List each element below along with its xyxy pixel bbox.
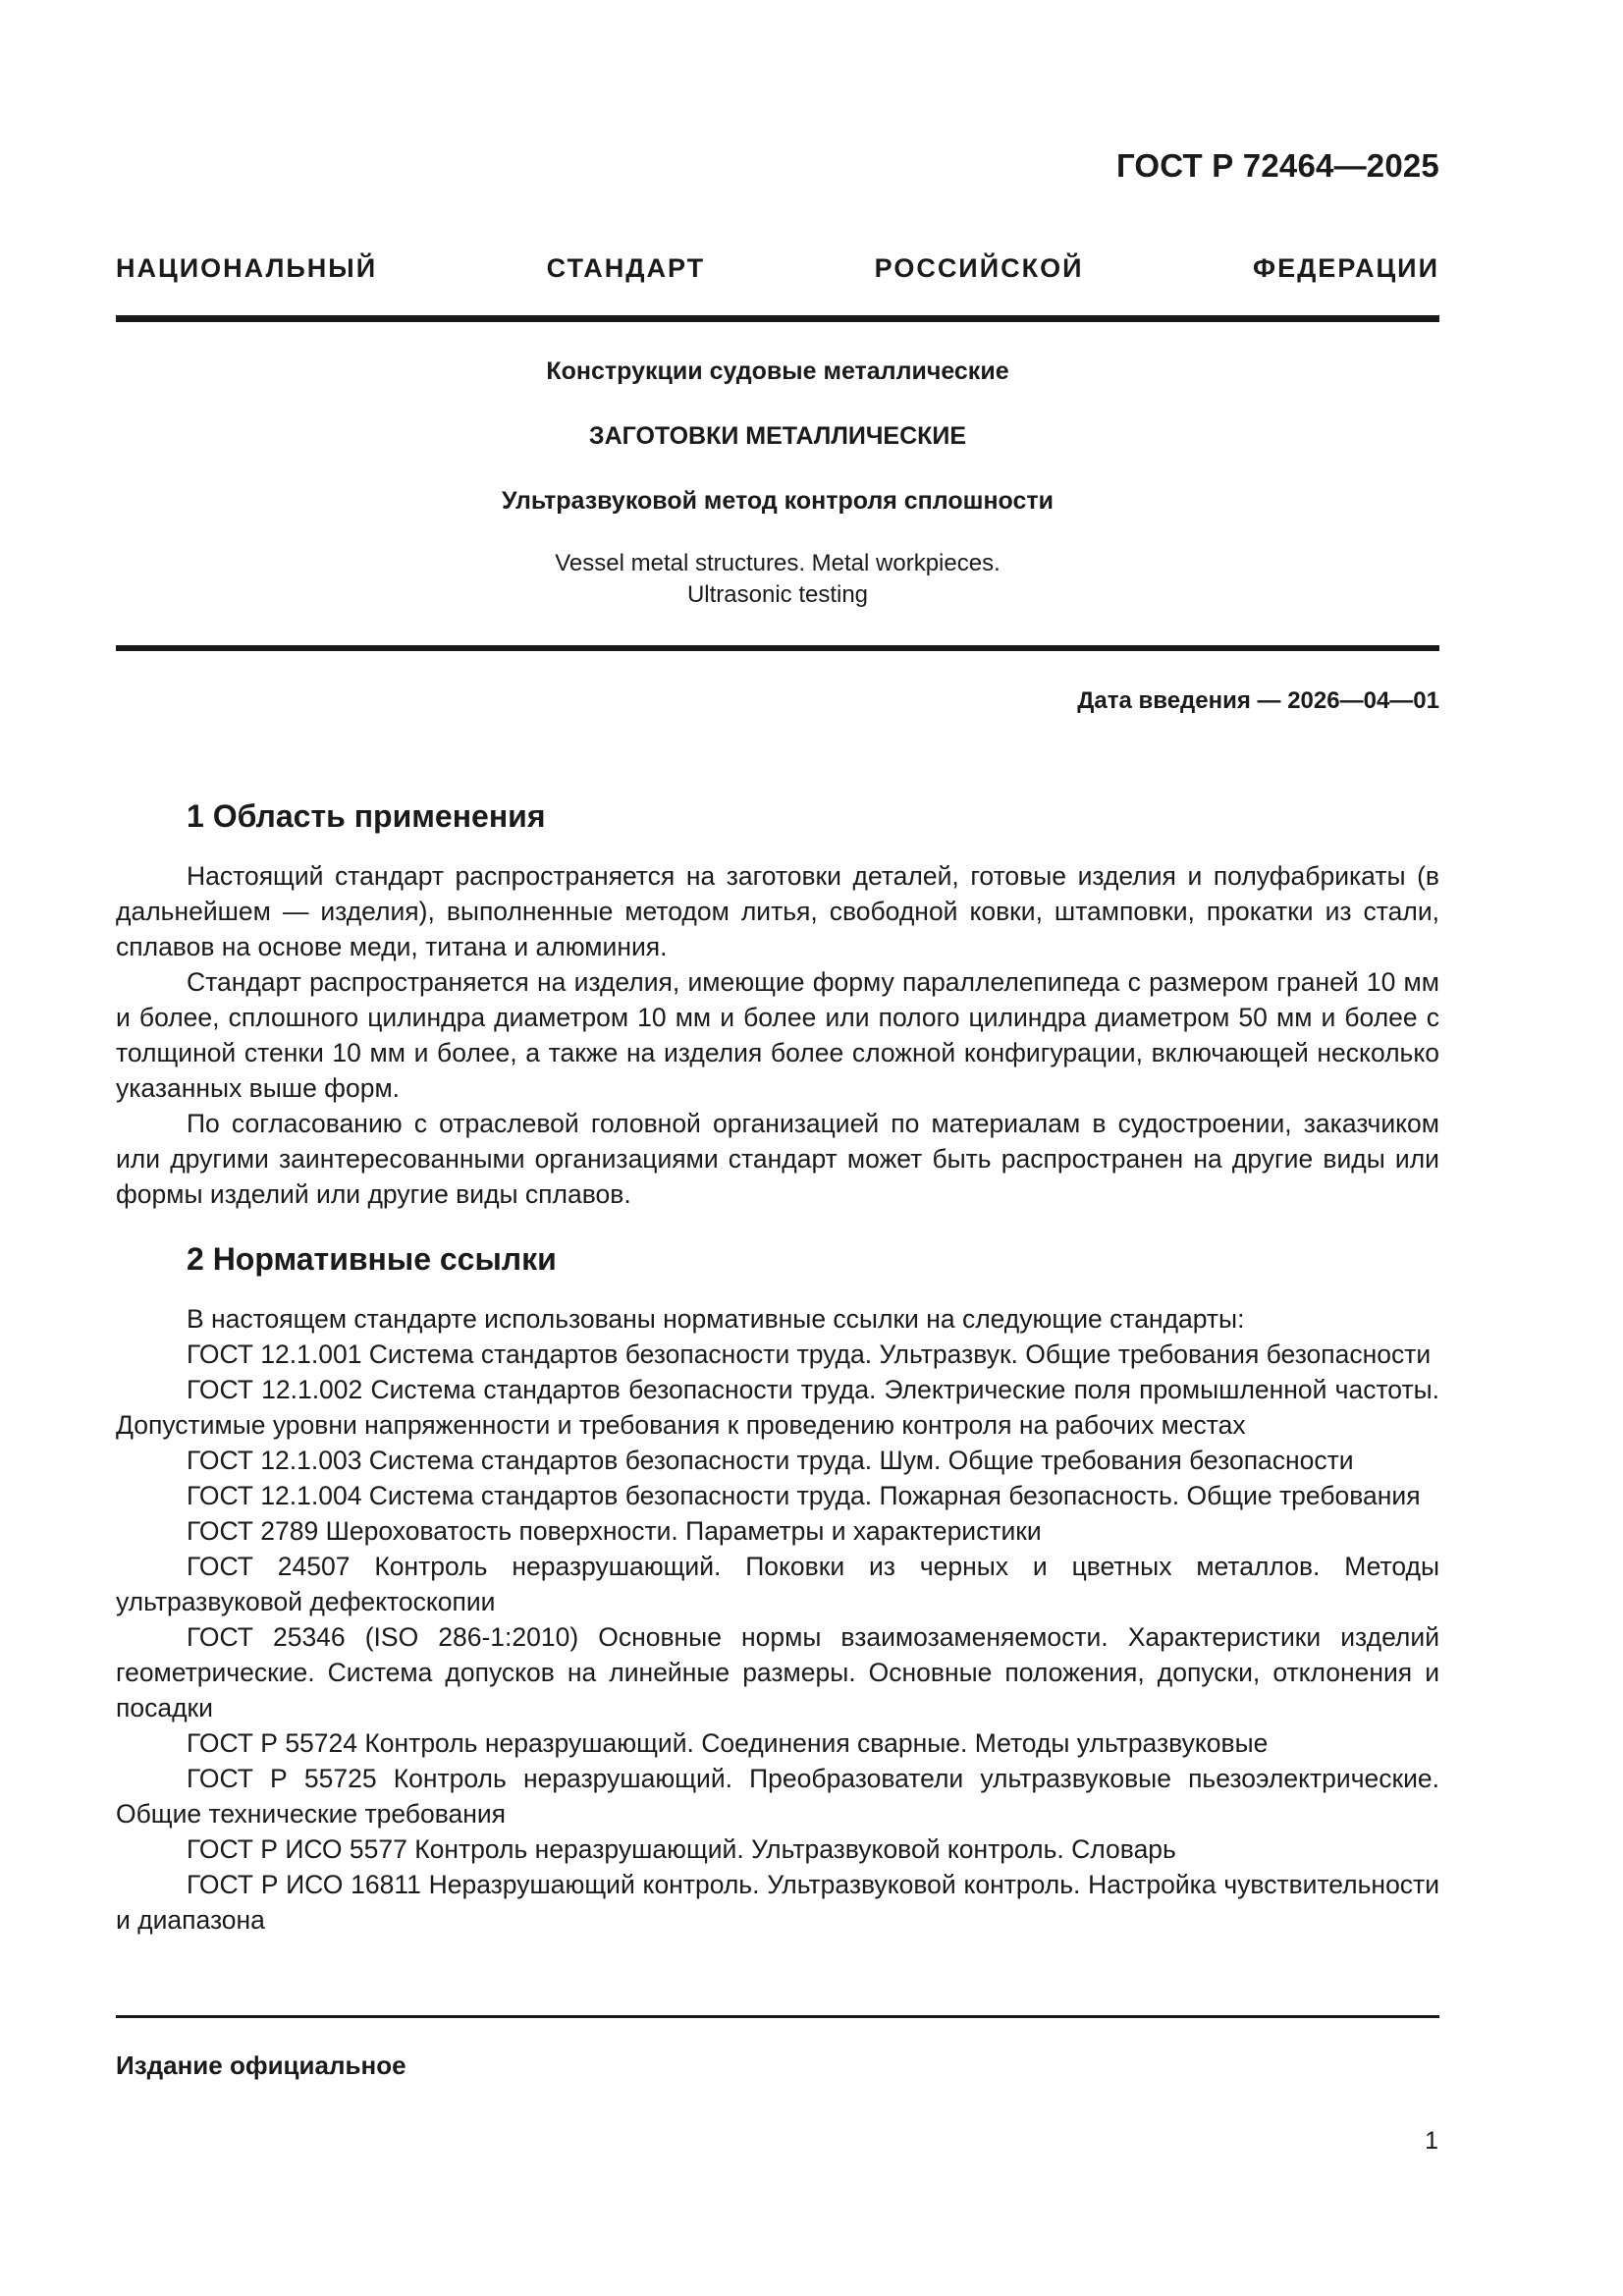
reference-item: ГОСТ Р 55725 Контроль неразрушающий. Преобразователи ультразвуковые пьезоэлектрические. Общие технические требования: [116, 1764, 1439, 1829]
header-rule: [116, 315, 1439, 322]
reference-item: ГОСТ Р ИСО 5577 Контроль неразрушающий. Ультразвуковой контроль. Словарь: [187, 1834, 1176, 1864]
title-rule: [116, 645, 1439, 651]
english-title-line-1: Vessel metal structures. Metal workpieces.: [555, 550, 1001, 576]
paragraph: Настоящий стандарт распространяется на заготовки деталей, готовые изделия и полуфабрикаты (в дальнейшем — изделия), выполненные методом литья, свободной ковки, штамповки, прокатки из стали, сплавов на основе меди, титана и алюминия.: [116, 861, 1439, 961]
reference-item: ГОСТ 12.1.004 Система стандартов безопасности труда. Пожарная безопасность. Общие требования: [187, 1481, 1421, 1510]
paragraph: Стандарт распространяется на изделия, имеющие форму параллелепипеда с размером граней 10 мм и более, сплошного цилиндра диаметром 10 мм и более или полого цилиндра диаметром 50 мм и более с толщиной стенки 10 мм и более, а также на изделия более сложной конфигурации, включающей несколько указанных выше форм.: [116, 967, 1439, 1103]
reference-item: ГОСТ 24507 Контроль неразрушающий. Поковки из черных и цветных металлов. Методы ультразвуковой дефектоскопии: [116, 1552, 1439, 1616]
section-1-body: [116, 858, 1439, 1212]
title-line-1: Конструкции судовые металлические: [546, 357, 1009, 385]
footer-rule: [116, 2015, 1439, 2018]
reference-item: ГОСТ 12.1.003 Система стандартов безопасности труда. Шум. Общие требования безопасности: [187, 1446, 1354, 1475]
reference-item: ГОСТ 25346 (ISO 286-1:2010) Основные нормы взаимозаменяемости. Характеристики изделий геометрические. Система допусков на линейные размеры. Основные положения, допуски, отклонения и посадки: [116, 1622, 1439, 1722]
section-1-heading: 1 Область применения: [187, 798, 546, 834]
national-standard-title: НАЦИОНАЛЬНЫЙ СТАНДАРТ РОССИЙСКОЙ ФЕДЕРАЦИИ: [116, 253, 1439, 283]
edition-label: Издание официальное: [116, 2050, 406, 2080]
reference-item: ГОСТ 12.1.002 Система стандартов безопасности труда. Электрические поля промышленной частоты. Допустимые уровни напряженности и требования к проведению контроля на рабочих местах: [116, 1375, 1439, 1440]
english-title-line-2: Ultrasonic testing: [686, 581, 869, 608]
section-2-body: [116, 1301, 1439, 1938]
reference-item: ГОСТ Р ИСО 16811 Неразрушающий контроль. Ультразвуковой контроль. Настройка чувствительности и диапазона: [116, 1870, 1439, 1935]
title-line-2: ЗАГОТОВКИ МЕТАЛЛИЧЕСКИЕ: [588, 422, 967, 450]
document-number: ГОСТ Р 72464—2025: [1115, 147, 1439, 184]
title-line-3: Ультразвуковой метод контроля сплошности: [502, 487, 1054, 515]
page-number: 1: [1425, 2127, 1438, 2155]
reference-item: ГОСТ 2789 Шероховатость поверхности. Параметры и характеристики: [187, 1516, 1042, 1546]
reference-item: ГОСТ 12.1.001 Система стандартов безопасности труда. Ультразвук. Общие требования безопасности: [187, 1339, 1432, 1369]
references-intro: В настоящем стандарте использованы нормативные ссылки на следующие стандарты:: [187, 1304, 1245, 1334]
section-2-heading: 2 Нормативные ссылки: [187, 1241, 557, 1277]
date-of-introduction: Дата введения — 2026—04—01: [1077, 687, 1439, 714]
paragraph: По согласованию с отраслевой головной организацией по материалам в судостроении, заказчиком или другими заинтересованными организациями стандарт может быть распространен на другие виды или формы изделий или другие виды сплавов.: [116, 1109, 1439, 1209]
reference-item: ГОСТ Р 55724 Контроль неразрушающий. Соединения сварные. Методы ультразвуковые: [187, 1728, 1269, 1758]
